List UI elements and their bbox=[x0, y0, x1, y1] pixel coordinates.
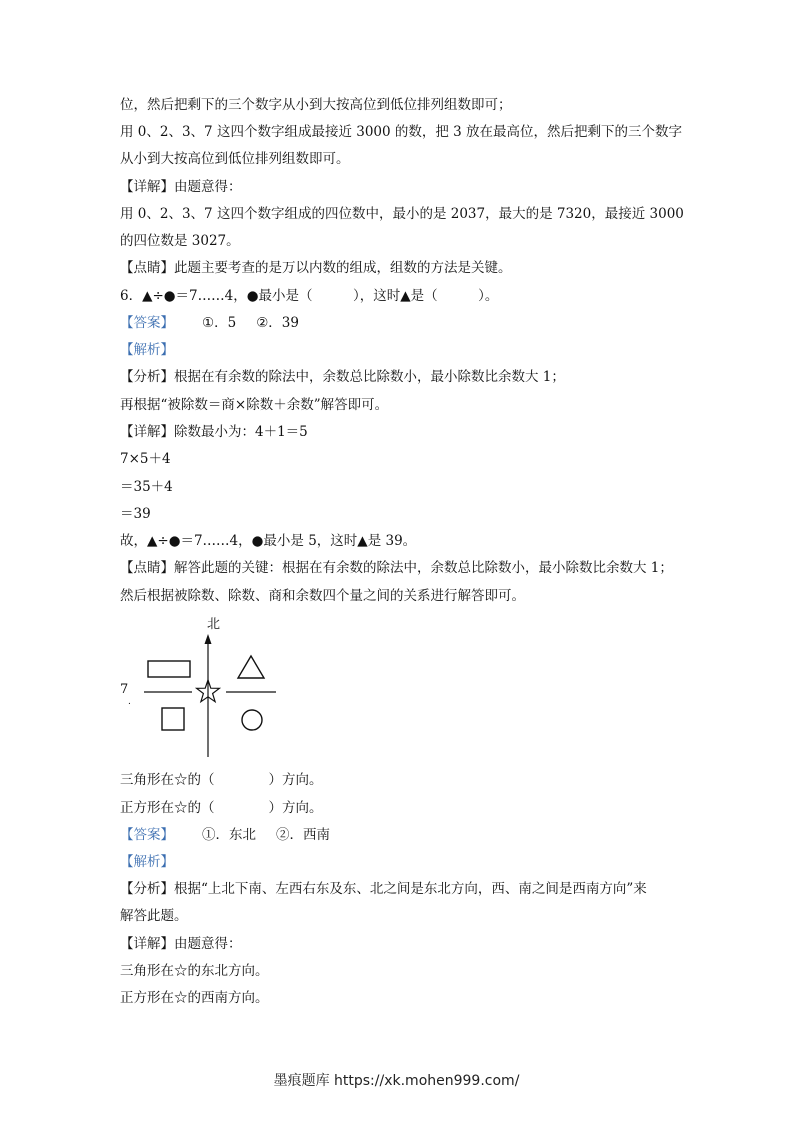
footer-watermark: 墨痕题库 https://xk.mohen999.com/ bbox=[273, 1073, 520, 1089]
square-shape bbox=[162, 708, 184, 730]
question-7-dot: . bbox=[128, 697, 131, 707]
text-line: 再根据“被除数＝商×除数＋余数”解答即可。 bbox=[120, 397, 389, 413]
text-span: 由题意得： bbox=[174, 936, 242, 952]
answer-2: ②．39 bbox=[256, 315, 299, 331]
conclusion-line: 故，▲÷●＝7……4，●最小是 5，这时▲是 39。 bbox=[120, 533, 417, 549]
insight-line bbox=[120, 259, 512, 277]
result-line: 正方形在☆的西南方向。 bbox=[120, 990, 269, 1006]
text-span: 此题主要考查的是万以内数的组成，组数的方法是关键。 bbox=[174, 260, 512, 276]
arrow-head-icon bbox=[205, 634, 212, 644]
text-line: 用 0、2、3、7 这四个数字组成的四位数中，最小的是 2037，最大的是 7320，最接近 3000 bbox=[120, 206, 684, 222]
analysis-line bbox=[120, 368, 565, 386]
result-line: 三角形在☆的东北方向。 bbox=[120, 963, 269, 979]
section-tag: 【分析】 bbox=[120, 881, 174, 897]
text-line: 用 0、2、3、7 这四个数字组成最接近 3000 的数，把 3 放在最高位，然后把剩下的三个数字 bbox=[120, 124, 683, 140]
text-span: 除数最小为：4＋1＝5 bbox=[174, 424, 308, 440]
rectangle-shape bbox=[148, 661, 190, 677]
answer-tag: 【答案】 bbox=[120, 827, 174, 843]
section-tag: 【点睛】 bbox=[120, 260, 174, 276]
detail-line bbox=[120, 935, 242, 953]
question-7-number: 7 bbox=[120, 682, 129, 697]
analysis-tag: 【解析】 bbox=[120, 342, 174, 358]
text-line: 从小到大按高位到低位排列组数即可。 bbox=[120, 151, 350, 167]
analysis-line bbox=[120, 880, 647, 898]
answer-1: ①．东北 bbox=[202, 827, 256, 843]
answer-line-6 bbox=[120, 314, 299, 332]
text-span: 根据“上北下南、左西右东及东、北之间是东北方向，西、南之间是西南方向”来 bbox=[174, 881, 647, 897]
question-7a: 三角形在☆的（ ）方向。 bbox=[120, 772, 323, 788]
north-label: 北 bbox=[207, 617, 221, 632]
answer-1: ①．5 bbox=[202, 315, 237, 331]
section-tag: 【详解】 bbox=[120, 936, 174, 952]
text-line: 的四位数是 3027。 bbox=[120, 233, 240, 249]
section-tag: 【点睛】 bbox=[120, 560, 174, 576]
calc-line: ＝35＋4 bbox=[120, 479, 173, 495]
text-span: 根据在有余数的除法中，余数总比除数小，最小除数比余数大 1； bbox=[174, 369, 565, 385]
text-span: 由题意得： bbox=[174, 179, 242, 195]
answer-2: ②．西南 bbox=[276, 827, 330, 843]
calc-line: ＝39 bbox=[120, 506, 151, 522]
question-7b: 正方形在☆的（ ）方向。 bbox=[120, 800, 323, 816]
circle-shape bbox=[242, 710, 262, 730]
question-6: 6．▲÷●＝7……4，●最小是（ ），这时▲是（ ）。 bbox=[120, 288, 499, 304]
insight-line bbox=[120, 559, 673, 577]
text-span: 解答此题的关键：根据在有余数的除法中，余数总比除数小，最小除数比余数大 1； bbox=[174, 560, 673, 576]
section-tag: 【分析】 bbox=[120, 369, 174, 385]
detail-line bbox=[120, 423, 308, 441]
calc-line: 7×5＋4 bbox=[120, 451, 171, 467]
text-line: 解答此题。 bbox=[120, 908, 188, 924]
detail-line bbox=[120, 178, 242, 196]
section-tag: 【详解】 bbox=[120, 424, 174, 440]
triangle-shape bbox=[238, 656, 264, 678]
section-tag: 【详解】 bbox=[120, 179, 174, 195]
text-line: 位，然后把剩下的三个数字从小到大按高位到低位排列组数即可； bbox=[120, 97, 512, 113]
answer-tag: 【答案】 bbox=[120, 315, 174, 331]
text-line: 然后根据被除数、除数、商和余数四个量之间的关系进行解答即可。 bbox=[120, 588, 525, 604]
answer-line-7 bbox=[120, 826, 330, 844]
direction-figure bbox=[112, 612, 292, 762]
analysis-tag: 【解析】 bbox=[120, 854, 174, 870]
